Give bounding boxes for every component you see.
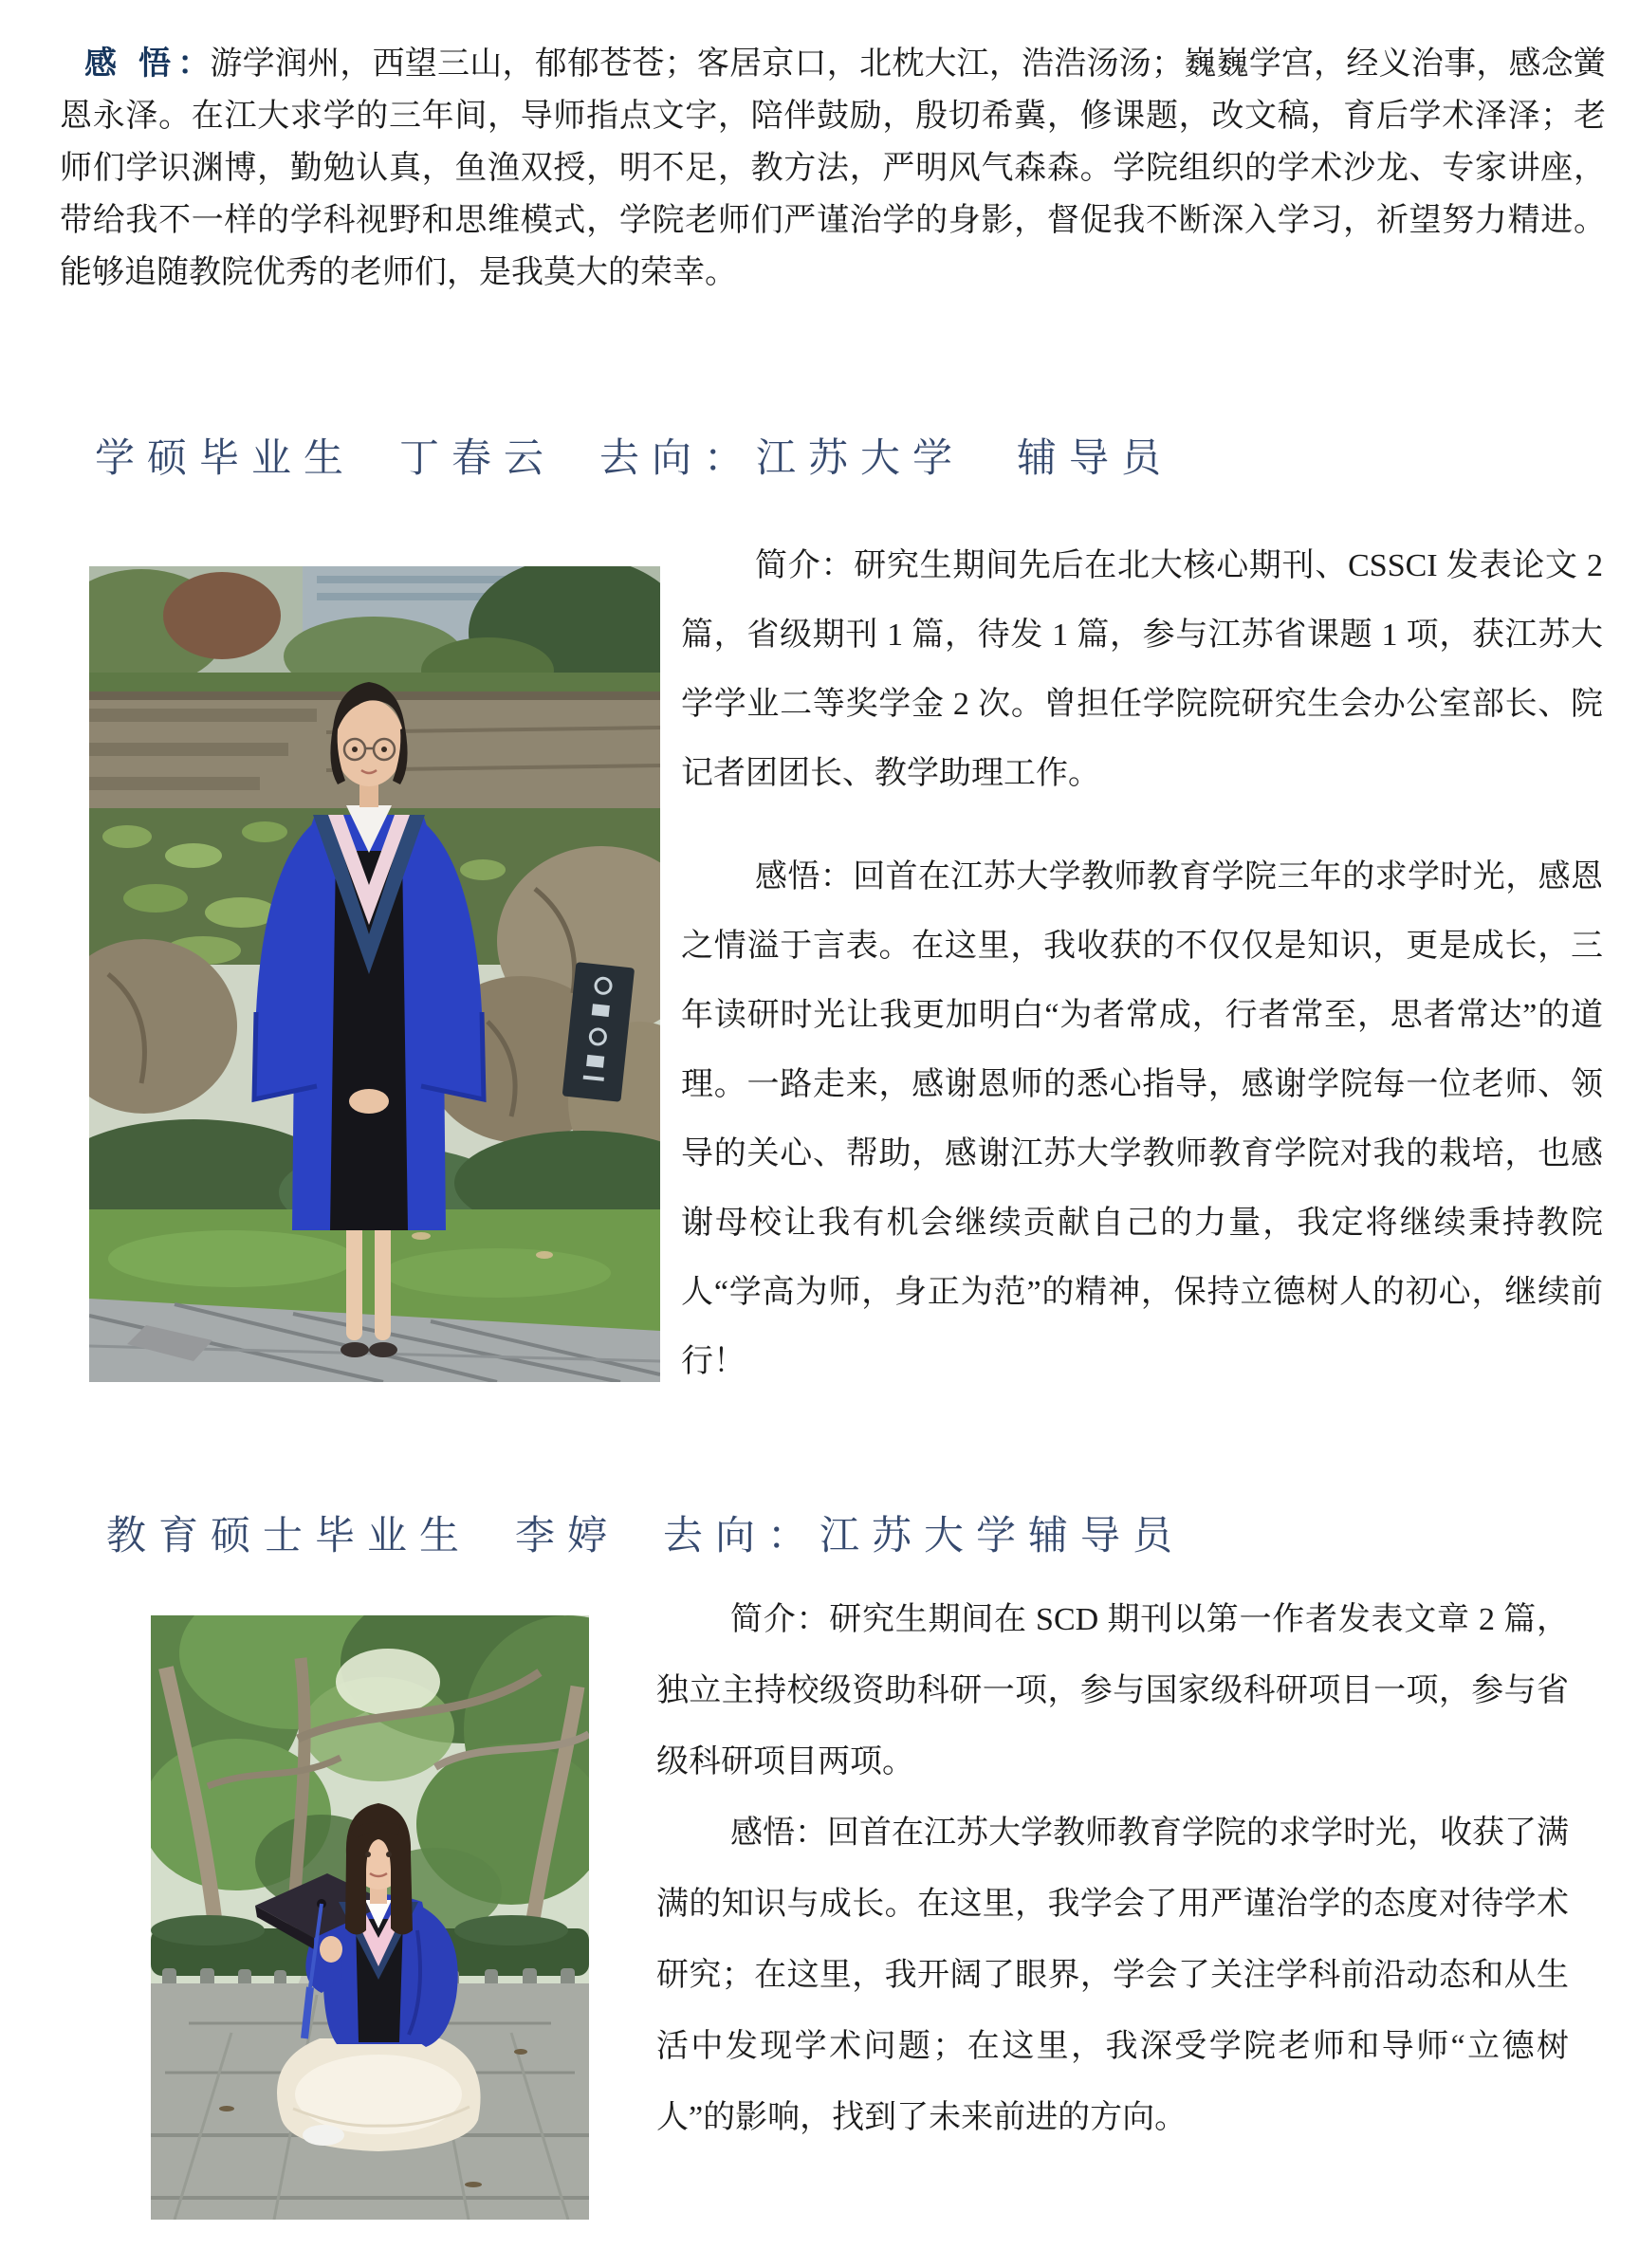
photo-graduate-1: [89, 566, 660, 1382]
opening-reflection-paragraph: [60, 38, 1606, 299]
graduate-2-degree: 教育硕士毕业生: [106, 1515, 472, 1558]
graduate-1-text-column: [681, 531, 1603, 1396]
reflection-text: 回首在江苏大学教师教育学院三年的求学时光，感恩之情溢于言表。在这里，我收获的不仅仅是知识，更是成长，三年读研时光让我更加明白“为者常成，行者常至，思者常达”的道理。一路走来，感谢恩师的悉心指导，感谢学院每一位老师、领导的关心、帮助，感谢江苏大学教师教育学院对我的栽培，也感谢母校让我有机会继续贡献自己的力量，我定将继续秉持教院人“学高为师，身正为范”的精神，保持立德树人的初心，继续前行！: [681, 859, 1604, 1379]
reflection-colon: ：: [177, 46, 211, 82]
reflection-text: 回首在江苏大学教师教育学院的求学时光，收获了满满的知识与成长。在这里，我学会了用严谨治学的态度对待学术研究；在这里，我开阔了眼界，学会了关注学科前沿动态和从生活中发现学术问题；在这里，我深受学院老师和导师“立德树人”的影响，找到了未来前进的方向。: [656, 1816, 1569, 2135]
intro-label: 简介：: [730, 1602, 830, 1637]
graduate-1-reflection-paragraph: [681, 842, 1603, 1396]
graduate-1-destination: 去向：江苏大学 辅导员: [599, 437, 1174, 481]
graduate-1-name: 丁春云: [399, 437, 557, 481]
graduate-2-intro-paragraph: [656, 1584, 1569, 1798]
reflection-label: 感悟：: [755, 859, 854, 894]
intro-text: 研究生期间先后在北大核心期刊、CSSCI 发表论文 2 篇，省级期刊 1 篇，待发 1 篇，参与江苏省课题 1 项，获江苏大学学业二等奖学金 2 次。曾担任学院院研究生会办公室部长、院记者团团长、教学助理工作。: [681, 548, 1603, 791]
graduate-2-reflection-paragraph: [656, 1798, 1569, 2153]
graduate-2-text-column: [656, 1584, 1569, 2153]
graduate-1-degree: 学硕毕业生: [95, 437, 357, 481]
intro-label: 简介：: [755, 548, 855, 583]
photo-graduate-1-illustration: [89, 566, 660, 1382]
reflection-text: 游学润州，西望三山，郁郁苍苍；客居京口，北枕大江，浩浩汤汤；巍巍学宫，经义治事，感念黉恩永泽。在江大求学的三年间，导师指点文字，陪伴鼓励，殷切希冀，修课题，改文稿，育后学术泽泽；老师们学识渊博，勤勉认真，鱼渔双授，明不足，教方法，严明风气森森。学院组织的学术沙龙、专家讲座，带给我不一样的学科视野和思维模式，学院老师们严谨治学的身影，督促我不断深入学习，祈望努力精进。能够追随教院优秀的老师们，是我莫大的荣幸。: [60, 46, 1607, 290]
graduate-1-heading: [95, 427, 1173, 484]
graduate-2-destination: 去向：江苏大学辅导员: [663, 1515, 1186, 1558]
graduate-1-intro-paragraph: [681, 531, 1603, 808]
graduate-2-heading: [106, 1504, 1185, 1561]
photo-graduate-2: [151, 1615, 589, 2220]
reflection-label: 感悟：: [730, 1816, 827, 1851]
photo-graduate-2-illustration: [151, 1615, 589, 2220]
reflection-label: 感 悟: [84, 46, 178, 82]
intro-text: 研究生期间在 SCD 期刊以第一作者发表文章 2 篇，独立主持校级资助科研一项，参与国家级科研项目一项，参与省级科研项目两项。: [656, 1602, 1570, 1779]
graduate-2-name: 李婷: [515, 1515, 620, 1558]
